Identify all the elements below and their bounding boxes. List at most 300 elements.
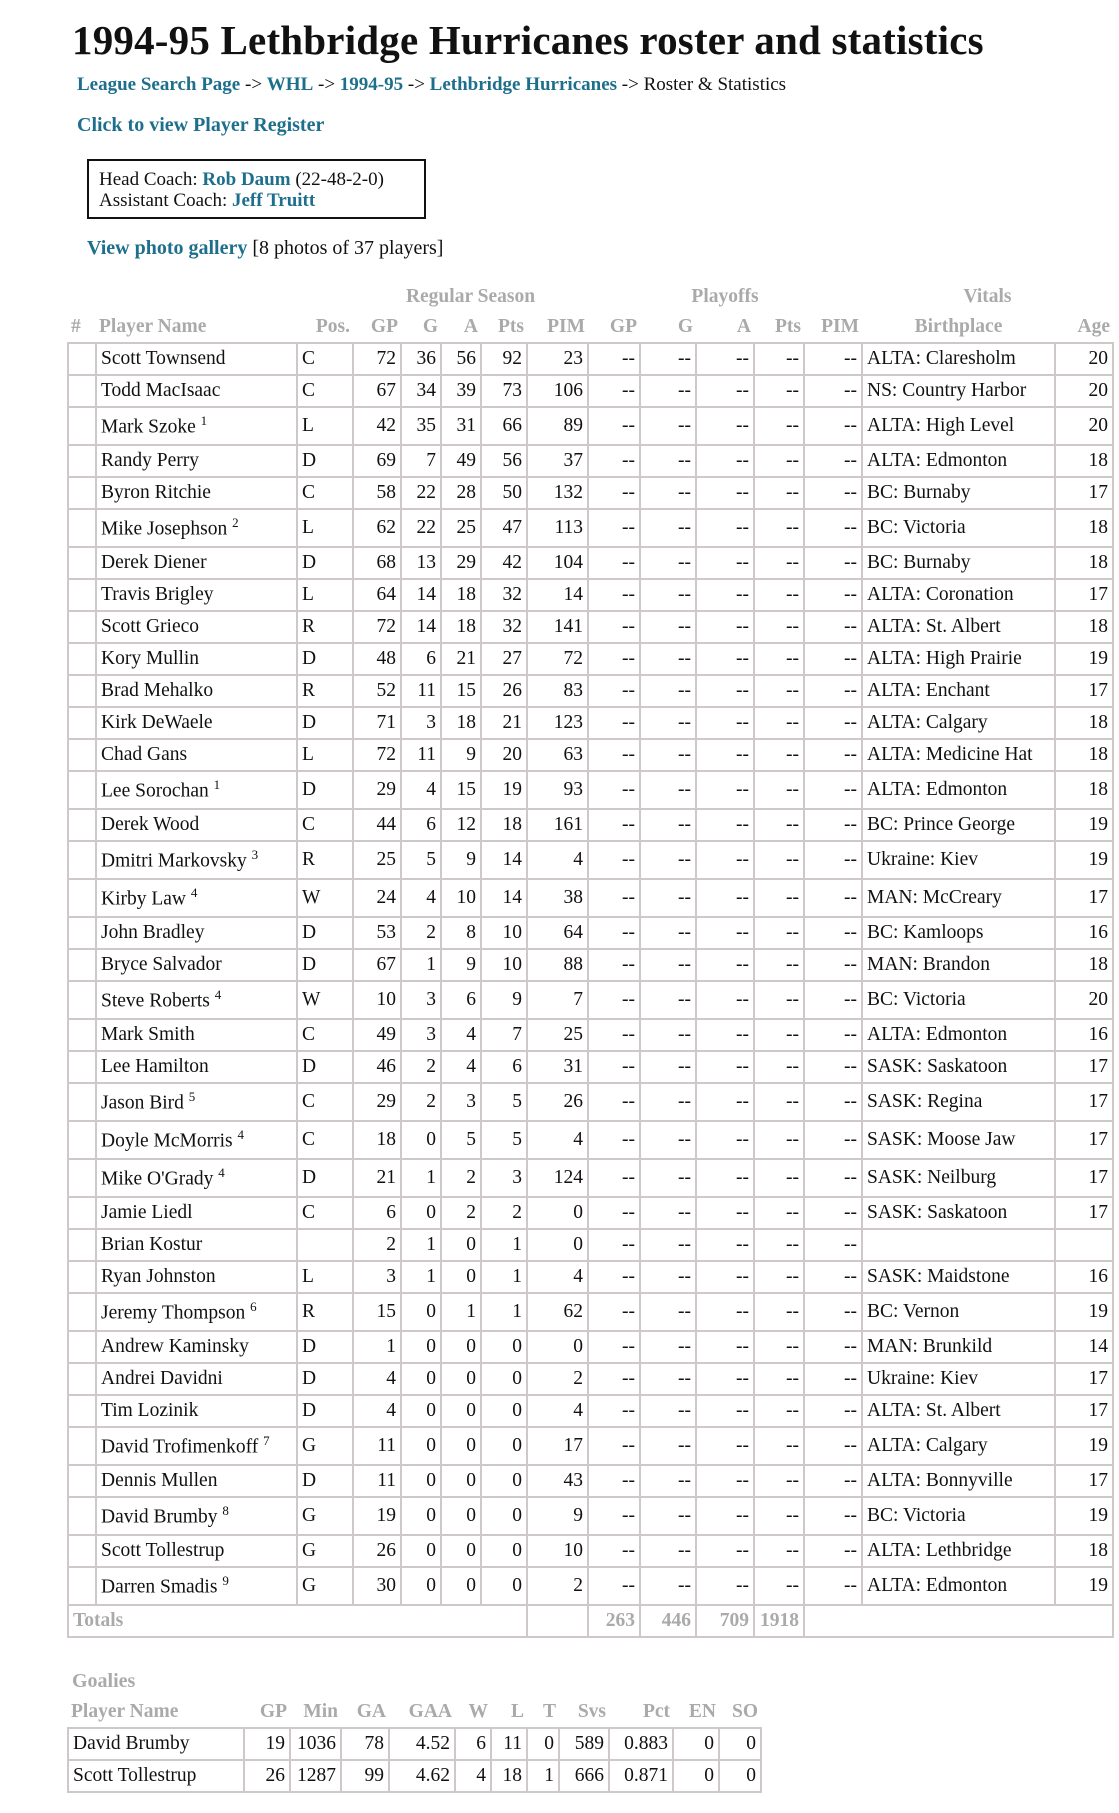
regular-pim-cell: 17 xyxy=(527,1427,588,1465)
playoff-pts-cell: -- xyxy=(754,1293,804,1331)
playoff-a-cell: -- xyxy=(696,1427,754,1465)
playoff-g-cell: -- xyxy=(640,1465,696,1497)
age-cell: 19 xyxy=(1055,1427,1113,1465)
position-cell: L xyxy=(297,407,353,445)
coaches-box xyxy=(87,159,426,219)
player-name-cell xyxy=(96,1293,297,1331)
birthplace-cell: ALTA: High Prairie xyxy=(862,643,1055,675)
playoff-g-cell: -- xyxy=(640,375,696,407)
playoff-pim-cell: -- xyxy=(804,1197,862,1229)
playoff-pim-cell: -- xyxy=(804,1229,862,1261)
birthplace-cell xyxy=(862,1229,1055,1261)
regular-gp-cell: 58 xyxy=(353,477,401,509)
goalie-stat-cell: 0 xyxy=(719,1760,761,1792)
group-playoffs: Playoffs xyxy=(691,286,759,307)
birthplace-cell: ALTA: Edmonton xyxy=(862,445,1055,477)
playoff-pts-cell: -- xyxy=(754,675,804,707)
breadcrumb-sep: -> xyxy=(403,74,430,95)
table-row xyxy=(68,675,1113,707)
player-name-cell xyxy=(96,343,297,375)
playoff-pts-cell: -- xyxy=(754,375,804,407)
playoff-g-cell: -- xyxy=(640,707,696,739)
regular-g-cell: 6 xyxy=(401,809,441,841)
player-name-cell xyxy=(96,1567,297,1605)
regular-gp-cell: 69 xyxy=(353,445,401,477)
goalie-stat-cell: 0 xyxy=(719,1728,761,1760)
regular-a-cell: 9 xyxy=(441,949,481,981)
regular-a-cell: 9 xyxy=(441,739,481,771)
goalie-stat-cell: 4.52 xyxy=(389,1728,455,1760)
regular-a-cell: 0 xyxy=(441,1395,481,1427)
regular-pts-cell: 9 xyxy=(481,981,527,1019)
playoff-pim-cell: -- xyxy=(804,707,862,739)
player-number-cell xyxy=(68,1019,96,1051)
player-number-cell xyxy=(68,1197,96,1229)
playoff-pts-cell: -- xyxy=(754,949,804,981)
regular-gp-cell: 29 xyxy=(353,1083,401,1121)
player-number-cell xyxy=(68,611,96,643)
table-row xyxy=(68,981,1113,1019)
regular-g-cell: 0 xyxy=(401,1331,441,1363)
goalie-stat-cell: 4.62 xyxy=(389,1760,455,1792)
player-name-cell xyxy=(96,771,297,809)
playoff-pim-cell: -- xyxy=(804,1567,862,1605)
regular-pts-cell: 26 xyxy=(481,675,527,707)
playoff-pim-cell: -- xyxy=(804,611,862,643)
regular-gp-cell: 4 xyxy=(353,1395,401,1427)
regular-a-cell: 56 xyxy=(441,343,481,375)
player-number-cell xyxy=(68,375,96,407)
table-row xyxy=(68,477,1113,509)
age-cell: 18 xyxy=(1055,707,1113,739)
footnote-marker: 3 xyxy=(251,847,259,863)
birthplace-cell: BC: Victoria xyxy=(862,981,1055,1019)
player-number-cell xyxy=(68,771,96,809)
birthplace-cell: SASK: Regina xyxy=(862,1083,1055,1121)
regular-gp-cell: 64 xyxy=(353,579,401,611)
regular-a-cell: 15 xyxy=(441,771,481,809)
birthplace-cell: SASK: Moose Jaw xyxy=(862,1121,1055,1159)
regular-pts-cell: 32 xyxy=(481,611,527,643)
breadcrumb-sep: -> xyxy=(313,74,340,95)
player-name-cell xyxy=(96,1019,297,1051)
breadcrumb-league-search[interactable]: League Search Page xyxy=(77,74,241,95)
position-cell: D xyxy=(297,1465,353,1497)
player-name: Derek Wood xyxy=(101,814,200,835)
head-coach-link[interactable]: Rob Daum xyxy=(202,169,291,190)
goalie-column-header: Min xyxy=(303,1701,338,1722)
player-name-cell xyxy=(96,477,297,509)
playoff-a-cell: -- xyxy=(696,1567,754,1605)
regular-pim-cell: 10 xyxy=(527,1535,588,1567)
regular-g-cell: 4 xyxy=(401,771,441,809)
assistant-coach-link[interactable]: Jeff Truitt xyxy=(232,190,316,211)
playoff-pts-cell: -- xyxy=(754,343,804,375)
regular-gp-cell: 52 xyxy=(353,675,401,707)
regular-g-cell: 3 xyxy=(401,981,441,1019)
assistant-coach-label: Assistant Coach: xyxy=(99,190,232,211)
goalie-stat-cell: 0.883 xyxy=(609,1728,673,1760)
playoff-g-cell: -- xyxy=(640,1567,696,1605)
age-cell: 16 xyxy=(1055,1261,1113,1293)
regular-g-cell: 3 xyxy=(401,707,441,739)
birthplace-cell: ALTA: High Level xyxy=(862,407,1055,445)
age-cell: 18 xyxy=(1055,445,1113,477)
column-header: Birthplace xyxy=(914,316,1003,337)
player-name: Kory Mullin xyxy=(101,648,200,669)
regular-pts-cell: 10 xyxy=(481,917,527,949)
regular-g-cell: 0 xyxy=(401,1395,441,1427)
player-name-cell xyxy=(96,445,297,477)
table-row xyxy=(68,1121,1113,1159)
table-row xyxy=(68,1261,1113,1293)
playoff-pts-cell: -- xyxy=(754,771,804,809)
regular-gp-cell: 18 xyxy=(353,1121,401,1159)
regular-pim-cell: 38 xyxy=(527,879,588,917)
regular-g-cell: 4 xyxy=(401,879,441,917)
group-header-row xyxy=(68,282,1113,312)
footnote-marker: 4 xyxy=(214,987,222,1003)
playoff-g-cell: -- xyxy=(640,841,696,879)
goalie-column-header: GAA xyxy=(408,1701,452,1722)
player-number-cell xyxy=(68,547,96,579)
regular-gp-cell: 67 xyxy=(353,375,401,407)
position-cell: L xyxy=(297,509,353,547)
goalie-column-header: SO xyxy=(731,1701,758,1722)
player-name-cell xyxy=(96,547,297,579)
goalie-stat-cell: 0 xyxy=(527,1728,559,1760)
regular-a-cell: 25 xyxy=(441,509,481,547)
player-name-cell xyxy=(96,1159,297,1197)
regular-pts-cell: 2 xyxy=(481,1197,527,1229)
regular-a-cell: 9 xyxy=(441,841,481,879)
position-cell: C xyxy=(297,1121,353,1159)
regular-pts-cell: 6 xyxy=(481,1051,527,1083)
playoff-g-cell: -- xyxy=(640,1293,696,1331)
playoff-gp-cell: -- xyxy=(588,1261,640,1293)
player-name: Scott Grieco xyxy=(101,616,200,637)
regular-pim-cell: 123 xyxy=(527,707,588,739)
goalie-stat-cell: 0.871 xyxy=(609,1760,673,1792)
playoff-pts-cell: -- xyxy=(754,611,804,643)
playoff-pim-cell: -- xyxy=(804,1331,862,1363)
goalie-stat-cell: 26 xyxy=(244,1760,290,1792)
goalie-column-header: L xyxy=(510,1701,524,1722)
goalie-name-cell: Scott Tollestrup xyxy=(68,1760,244,1792)
player-name: David Brumby xyxy=(101,1506,218,1528)
playoff-pim-cell: -- xyxy=(804,981,862,1019)
table-row xyxy=(68,1019,1113,1051)
playoff-gp-cell: -- xyxy=(588,1121,640,1159)
player-number-cell xyxy=(68,579,96,611)
footnote-marker: 7 xyxy=(263,1433,270,1449)
goalie-stat-cell: 0 xyxy=(673,1728,719,1760)
birthplace-cell: SASK: Saskatoon xyxy=(862,1197,1055,1229)
position-cell: D xyxy=(297,707,353,739)
birthplace-cell: ALTA: Edmonton xyxy=(862,1567,1055,1605)
regular-g-cell: 35 xyxy=(401,407,441,445)
column-header-row xyxy=(68,312,1113,343)
photo-gallery-link[interactable]: View photo gallery xyxy=(87,237,248,259)
table-row xyxy=(68,1083,1113,1121)
goalie-stat-cell: 1 xyxy=(527,1760,559,1792)
age-cell: 18 xyxy=(1055,611,1113,643)
position-cell xyxy=(297,1229,353,1261)
position-cell: R xyxy=(297,675,353,707)
playoff-g-cell: -- xyxy=(640,1497,696,1535)
position-cell: L xyxy=(297,579,353,611)
totals-label: Totals xyxy=(68,1605,527,1637)
player-number-cell xyxy=(68,509,96,547)
player-number-cell xyxy=(68,1497,96,1535)
playoff-gp-cell: -- xyxy=(588,771,640,809)
playoff-pim-cell: -- xyxy=(804,949,862,981)
age-cell: 17 xyxy=(1055,1121,1113,1159)
breadcrumb-sep: -> xyxy=(240,74,267,95)
regular-gp-cell: 72 xyxy=(353,343,401,375)
regular-pts-cell: 73 xyxy=(481,375,527,407)
regular-a-cell: 4 xyxy=(441,1051,481,1083)
regular-g-cell: 13 xyxy=(401,547,441,579)
goalie-column-header: Svs xyxy=(577,1701,606,1722)
player-number-cell xyxy=(68,675,96,707)
regular-g-cell: 0 xyxy=(401,1497,441,1535)
playoff-pts-cell: -- xyxy=(754,1229,804,1261)
age-cell: 14 xyxy=(1055,1331,1113,1363)
playoff-g-cell: -- xyxy=(640,879,696,917)
table-row xyxy=(68,1427,1113,1465)
regular-pim-cell: 25 xyxy=(527,1019,588,1051)
age-cell: 17 xyxy=(1055,1197,1113,1229)
regular-pim-cell: 9 xyxy=(527,1497,588,1535)
playoff-pts-cell: -- xyxy=(754,1083,804,1121)
regular-pim-cell: 23 xyxy=(527,343,588,375)
birthplace-cell: ALTA: Calgary xyxy=(862,1427,1055,1465)
player-name-cell xyxy=(96,1121,297,1159)
breadcrumb-season[interactable]: 1994-95 xyxy=(339,74,404,95)
playoff-a-cell: -- xyxy=(696,611,754,643)
playoff-gp-cell: -- xyxy=(588,1331,640,1363)
playoff-pts-cell: -- xyxy=(754,445,804,477)
age-cell: 17 xyxy=(1055,1363,1113,1395)
player-name: Tim Lozinik xyxy=(101,1400,199,1421)
regular-pts-cell: 1 xyxy=(481,1229,527,1261)
regular-a-cell: 18 xyxy=(441,707,481,739)
playoff-pim-cell: -- xyxy=(804,477,862,509)
player-name-cell xyxy=(96,1331,297,1363)
playoff-pim-cell: -- xyxy=(804,375,862,407)
birthplace-cell: ALTA: Edmonton xyxy=(862,771,1055,809)
regular-gp-cell: 15 xyxy=(353,1293,401,1331)
age-cell: 19 xyxy=(1055,841,1113,879)
player-number-cell xyxy=(68,477,96,509)
birthplace-cell: ALTA: Lethbridge xyxy=(862,1535,1055,1567)
playoff-pts-cell: -- xyxy=(754,707,804,739)
player-number-cell xyxy=(68,1159,96,1197)
playoff-gp-cell: -- xyxy=(588,579,640,611)
playoff-pim-cell: -- xyxy=(804,1293,862,1331)
playoff-pts-cell: -- xyxy=(754,1465,804,1497)
player-number-cell xyxy=(68,1465,96,1497)
regular-pim-cell: 26 xyxy=(527,1083,588,1121)
regular-pts-cell: 47 xyxy=(481,509,527,547)
totals-blank xyxy=(804,1605,1113,1637)
player-name: Kirk DeWaele xyxy=(101,712,213,733)
regular-pim-cell: 7 xyxy=(527,981,588,1019)
playoff-gp-cell: -- xyxy=(588,509,640,547)
birthplace-cell: SASK: Maidstone xyxy=(862,1261,1055,1293)
regular-pts-cell: 92 xyxy=(481,343,527,375)
age-cell: 19 xyxy=(1055,1497,1113,1535)
player-name: Mike O'Grady xyxy=(101,1168,214,1190)
playoff-gp-cell: -- xyxy=(588,949,640,981)
playoff-g-cell: -- xyxy=(640,477,696,509)
regular-gp-cell: 3 xyxy=(353,1261,401,1293)
regular-gp-cell: 44 xyxy=(353,809,401,841)
regular-pim-cell: 83 xyxy=(527,675,588,707)
playoff-pim-cell: -- xyxy=(804,643,862,675)
age-cell: 20 xyxy=(1055,375,1113,407)
head-coach-label: Head Coach: xyxy=(99,169,203,190)
column-header: Pts xyxy=(775,316,801,337)
playoff-g-cell: -- xyxy=(640,1197,696,1229)
playoff-a-cell: -- xyxy=(696,1293,754,1331)
table-row xyxy=(68,771,1113,809)
playoff-pim-cell: -- xyxy=(804,1535,862,1567)
playoff-gp-cell: -- xyxy=(588,981,640,1019)
regular-gp-cell: 53 xyxy=(353,917,401,949)
regular-pim-cell: 141 xyxy=(527,611,588,643)
regular-pim-cell: 88 xyxy=(527,949,588,981)
playoff-gp-cell: -- xyxy=(588,547,640,579)
regular-pts-cell: 18 xyxy=(481,809,527,841)
goalies-table xyxy=(67,1697,762,1793)
position-cell: D xyxy=(297,917,353,949)
regular-pts-cell: 32 xyxy=(481,579,527,611)
age-cell: 17 xyxy=(1055,1051,1113,1083)
playoff-pts-cell: -- xyxy=(754,407,804,445)
playoff-pim-cell: -- xyxy=(804,343,862,375)
player-name: Dennis Mullen xyxy=(101,1470,218,1491)
playoff-gp-cell: -- xyxy=(588,917,640,949)
playoff-g-cell: -- xyxy=(640,1051,696,1083)
photo-gallery-info: [8 photos of 37 players] xyxy=(247,237,444,259)
player-name-cell xyxy=(96,1395,297,1427)
player-name: Lee Hamilton xyxy=(101,1056,209,1077)
regular-pim-cell: 2 xyxy=(527,1363,588,1395)
goalies-title: Goalies xyxy=(72,1670,136,1692)
position-cell: W xyxy=(297,981,353,1019)
playoff-g-cell: -- xyxy=(640,1019,696,1051)
position-cell: C xyxy=(297,375,353,407)
goalie-stat-cell: 6 xyxy=(455,1728,491,1760)
table-row xyxy=(68,879,1113,917)
position-cell: D xyxy=(297,771,353,809)
age-cell: 17 xyxy=(1055,1083,1113,1121)
age-cell: 17 xyxy=(1055,675,1113,707)
player-name-cell xyxy=(96,1363,297,1395)
position-cell: C xyxy=(297,477,353,509)
totals-blank xyxy=(527,1605,588,1637)
breadcrumb-team[interactable]: Lethbridge Hurricanes xyxy=(429,74,618,95)
age-cell: 17 xyxy=(1055,579,1113,611)
regular-a-cell: 2 xyxy=(441,1197,481,1229)
position-cell: C xyxy=(297,1083,353,1121)
playoff-g-cell: -- xyxy=(640,407,696,445)
age-cell: 16 xyxy=(1055,917,1113,949)
playoff-pts-cell: -- xyxy=(754,1395,804,1427)
regular-g-cell: 6 xyxy=(401,643,441,675)
playoff-pts-cell: -- xyxy=(754,477,804,509)
playoff-pts-cell: -- xyxy=(754,879,804,917)
player-register-link[interactable]: Click to view Player Register xyxy=(77,114,325,136)
birthplace-cell: ALTA: Edmonton xyxy=(862,1019,1055,1051)
player-number-cell xyxy=(68,1051,96,1083)
playoff-pim-cell: -- xyxy=(804,547,862,579)
regular-a-cell: 39 xyxy=(441,375,481,407)
regular-g-cell: 0 xyxy=(401,1567,441,1605)
regular-g-cell: 1 xyxy=(401,949,441,981)
playoff-gp-cell: -- xyxy=(588,611,640,643)
playoff-g-cell: -- xyxy=(640,1427,696,1465)
regular-pts-cell: 0 xyxy=(481,1331,527,1363)
playoff-g-cell: -- xyxy=(640,739,696,771)
goalie-row xyxy=(68,1760,761,1792)
player-number-cell xyxy=(68,445,96,477)
playoff-pim-cell: -- xyxy=(804,407,862,445)
player-name: Brian Kostur xyxy=(101,1234,203,1255)
regular-pim-cell: 64 xyxy=(527,917,588,949)
player-number-cell xyxy=(68,949,96,981)
breadcrumb-whl[interactable]: WHL xyxy=(266,74,314,95)
player-number-cell xyxy=(68,981,96,1019)
playoff-a-cell: -- xyxy=(696,1395,754,1427)
regular-pim-cell: 72 xyxy=(527,643,588,675)
column-header: GP xyxy=(609,316,637,337)
position-cell: D xyxy=(297,1395,353,1427)
totals-value: 1918 xyxy=(754,1605,804,1637)
playoff-pim-cell: -- xyxy=(804,1395,862,1427)
playoff-pts-cell: -- xyxy=(754,1331,804,1363)
playoff-a-cell: -- xyxy=(696,643,754,675)
player-name-cell xyxy=(96,809,297,841)
playoff-gp-cell: -- xyxy=(588,477,640,509)
regular-pts-cell: 66 xyxy=(481,407,527,445)
playoff-pim-cell: -- xyxy=(804,1497,862,1535)
table-row xyxy=(68,1363,1113,1395)
regular-a-cell: 0 xyxy=(441,1331,481,1363)
goalie-stat-cell: 78 xyxy=(341,1728,389,1760)
goalie-stat-cell: 0 xyxy=(673,1760,719,1792)
regular-pim-cell: 89 xyxy=(527,407,588,445)
age-cell: 20 xyxy=(1055,981,1113,1019)
column-header: A xyxy=(736,316,751,337)
playoff-pts-cell: -- xyxy=(754,809,804,841)
player-name: David Trofimenkoff xyxy=(101,1436,259,1458)
regular-g-cell: 22 xyxy=(401,477,441,509)
playoff-gp-cell: -- xyxy=(588,643,640,675)
playoff-pim-cell: -- xyxy=(804,1019,862,1051)
playoff-g-cell: -- xyxy=(640,1535,696,1567)
goalie-row xyxy=(68,1728,761,1760)
goalie-stat-cell: 1036 xyxy=(290,1728,341,1760)
regular-g-cell: 5 xyxy=(401,841,441,879)
player-name: Ryan Johnston xyxy=(101,1266,216,1287)
playoff-gp-cell: -- xyxy=(588,739,640,771)
position-cell: G xyxy=(297,1535,353,1567)
playoff-g-cell: -- xyxy=(640,981,696,1019)
player-name-cell xyxy=(96,579,297,611)
